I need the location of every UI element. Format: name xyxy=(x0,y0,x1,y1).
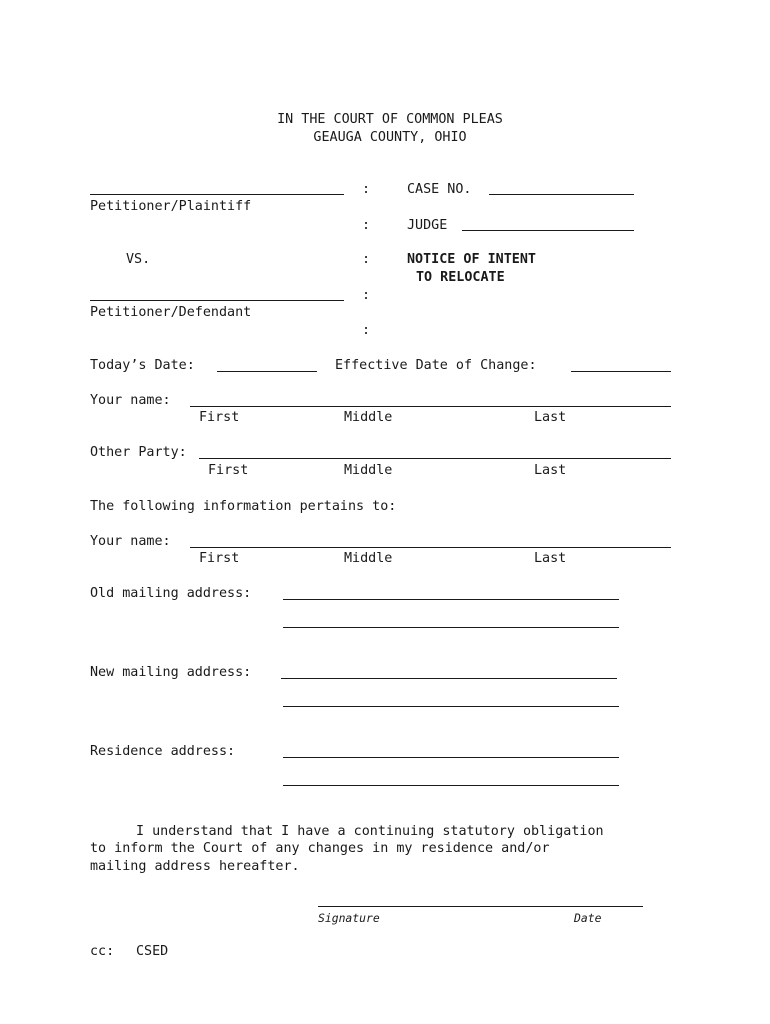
old-mailing-address-line1[interactable] xyxy=(283,599,619,600)
petitioner-plaintiff-label: Petitioner/Plaintiff xyxy=(90,199,252,214)
new-mailing-address-line1[interactable] xyxy=(281,678,617,679)
old-mailing-address-line2[interactable] xyxy=(283,627,619,628)
residence-address-line1[interactable] xyxy=(283,757,619,758)
statement-line3: mailing address hereafter. xyxy=(90,859,300,874)
cc-label: cc: xyxy=(90,944,115,959)
date-caption: Date xyxy=(574,911,602,925)
county-name: GEAUGA COUNTY, OHIO xyxy=(313,130,467,145)
petitioner-defendant-line[interactable] xyxy=(90,300,344,301)
old-mailing-address-label: Old mailing address: xyxy=(90,586,252,601)
signature-caption: Signature xyxy=(318,911,380,925)
petitioner-defendant-label: Petitioner/Defendant xyxy=(90,305,252,320)
effective-date-field[interactable] xyxy=(571,371,671,372)
caption-colon: : xyxy=(362,218,371,233)
residence-address-label: Residence address: xyxy=(90,744,236,759)
last-name-caption: Last xyxy=(534,410,567,425)
middle-name-caption: Middle xyxy=(344,551,393,566)
first-name-caption: First xyxy=(208,463,249,478)
residence-address-line2[interactable] xyxy=(283,785,619,786)
document-title-line1: NOTICE OF INTENT xyxy=(407,252,536,267)
first-name-caption: First xyxy=(199,551,240,566)
caption-colon: : xyxy=(362,288,371,303)
statement-line1: I understand that I have a continuing statutory obligation xyxy=(136,824,604,839)
your-name-label: Your name: xyxy=(90,393,171,408)
first-name-caption: First xyxy=(199,410,240,425)
middle-name-caption: Middle xyxy=(344,410,393,425)
judge-field[interactable] xyxy=(462,230,634,231)
other-party-label: Other Party: xyxy=(90,445,187,460)
your-name-field[interactable] xyxy=(190,547,671,548)
vs-label: VS. xyxy=(126,252,151,267)
todays-date-label: Today’s Date: xyxy=(90,358,195,373)
other-party-field[interactable] xyxy=(199,458,671,459)
todays-date-field[interactable] xyxy=(217,371,317,372)
effective-date-label: Effective Date of Change: xyxy=(335,358,537,373)
petitioner-plaintiff-line[interactable] xyxy=(90,194,344,195)
judge-label: JUDGE xyxy=(407,218,448,233)
cc-recipient: CSED xyxy=(136,944,169,959)
document-title-line2: TO RELOCATE xyxy=(416,270,505,285)
last-name-caption: Last xyxy=(534,463,567,478)
middle-name-caption: Middle xyxy=(344,463,393,478)
new-mailing-address-label: New mailing address: xyxy=(90,665,252,680)
new-mailing-address-line2[interactable] xyxy=(283,706,619,707)
court-name: IN THE COURT OF COMMON PLEAS xyxy=(277,112,503,127)
signature-line[interactable] xyxy=(318,906,643,907)
case-no-label: CASE NO. xyxy=(407,182,472,197)
caption-colon: : xyxy=(362,182,371,197)
your-name-label: Your name: xyxy=(90,534,171,549)
caption-colon: : xyxy=(362,252,371,267)
statement-line2: to inform the Court of any changes in my residence and/or xyxy=(90,841,550,856)
caption-colon: : xyxy=(362,323,371,338)
case-no-field[interactable] xyxy=(489,194,634,195)
pertains-text: The following information pertains to: xyxy=(90,499,397,514)
last-name-caption: Last xyxy=(534,551,567,566)
your-name-field[interactable] xyxy=(190,406,671,407)
